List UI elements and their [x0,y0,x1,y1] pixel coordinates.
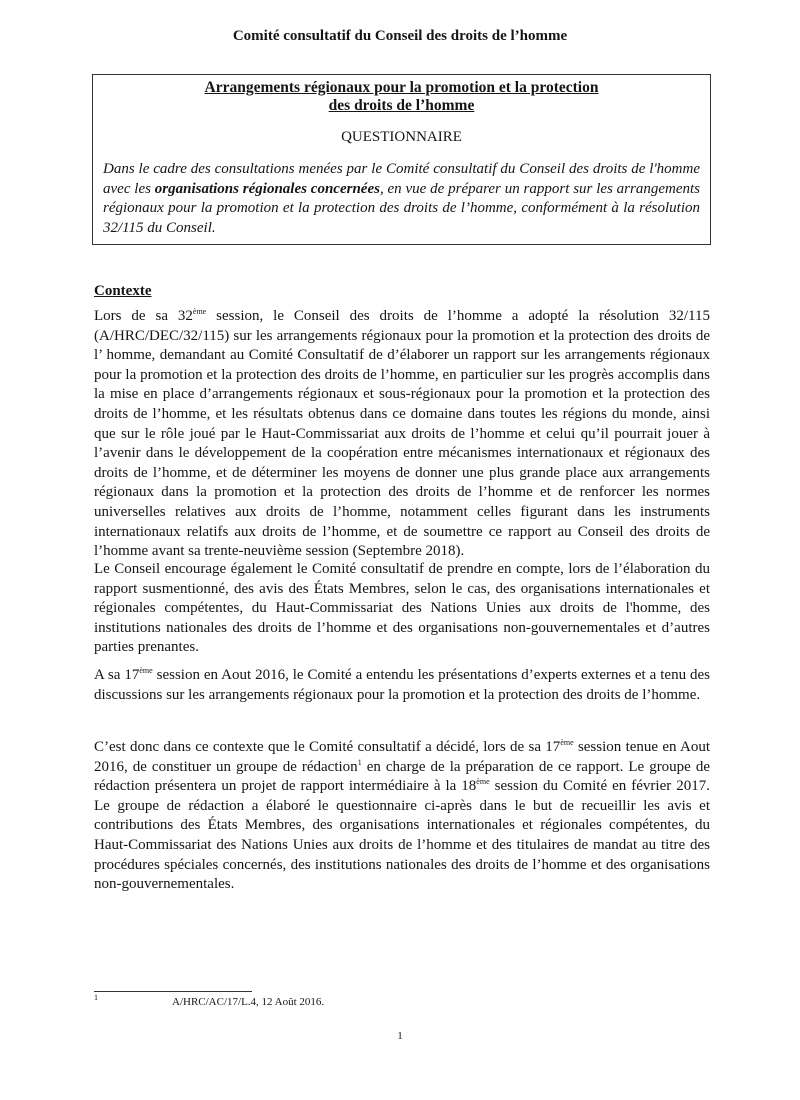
page-header: Comité consultatif du Conseil des droits de l’homme [232,28,568,44]
p3-text-b: session en Aout 2016, le Comité a entendu les présentations d’experts externes et a tenu des discussions sur les arrangements régionaux pour la promotion et la protection des droits de l’homme. [94,667,710,703]
p4-superscript-1: ème [560,738,574,747]
intro-text-1: Dans le cadre des consultations menées par le Comité consultatif du Conseil des droits de l'homme avec les [103,161,700,197]
section-title-contexte: Contexte [94,283,152,299]
p4-text-b: session tenue en Aout 2016, de constituer un groupe de rédaction [94,739,710,775]
page-number: 1 [397,1030,403,1042]
title-line-1: Arrangements régionaux pour la promotion et la protection [204,79,599,96]
p3-superscript: ème [139,666,153,675]
intro-paragraph [103,160,700,238]
questionnaire-box [92,74,711,245]
p2-text: Le Conseil encourage également le Comité consultatif de prendre en compte, lors de l’élaboration du rapport susmentionné, des avis des États Membres, selon le cas, des organisations internationales et régionales compétentes, du Haut-Commissariat des Nations Unies aux droits de l'homme, des institutions nationales des droits de l’homme et des organisations non-gouvernementales et d’autres parties prenantes. [94,561,710,656]
p1-text-b: session, le Conseil des droits de l’homme a adopté la résolution 32/115 (A/HRC/DEC/32/115) sur les arrangements régionaux pour la promotion et la protection des droits de l’ homme, demandant au Comité Consultatif de d’élaborer un rapport sur les arrangements régionaux pour la promotion et la protection des droits de l’homme, en particulier sur les progrès accomplis dans la mise en place d’arrangements régionaux et sous-régionaux pour la promotion et la protection des droits de l’homme, et les résultats obtenus dans ce domaine dans toutes les régions du monde, ainsi que sur le rôle joué par le Haut-Commissariat aux droits de l’homme et celui qu’il pourrait jouer à l’avenir dans le développement de la coopération entre mécanismes internationaux et régionaux des droits de l’homme, et de déterminer les moyens de donner une plus grande place aux arrangements régionaux dans la promotion et la protection des droits de l’homme et de renforcer les normes universelles relatives aux droits de l’homme, notamment celles figurant dans les instruments internationaux relatifs aux droits de l’homme, et de soumettre ce rapport au Conseil des droits de l’homme avant sa trente-neuvième session (Septembre 2018). [94,308,711,560]
p1-superscript: ème [192,307,207,316]
paragraph-4 [94,738,710,895]
paragraph-2 [94,560,710,658]
p4-text-d: session du Comité en février 2017. Le groupe de rédaction a élaboré le questionnaire ci-après dans le but de recueillir les avis et contributions des États Membres, des organisations internationales et régionales compétentes, du Haut-Commissariat des Nations Unies aux droits de l’homme et des titulaires de mandat au titre des procédures spéciales concernés, des institutions nationales des droits de l’homme et des organisations non-gouvernementales. [94,778,710,893]
p4-text-c: en charge de la préparation de ce rapport. Le groupe de rédaction présentera un projet de rapport intermédiaire à la 18 [94,758,711,795]
intro-text-2: , en vue de préparer un rapport sur les arrangements régionaux pour la promotion et la protection des droits de l’homme, conformément à la résolution 32/115 du Conseil. [103,180,701,236]
p3-text-a: A sa 17 [94,667,140,683]
questionnaire-heading: QUESTIONNAIRE [341,129,462,145]
p1-text-a: Lors de sa 32 [94,308,193,324]
footnote-reference[interactable]: 1 [357,757,362,767]
footnote-mark: 1 [94,993,98,1002]
paragraph-3 [94,666,710,705]
footnote-text: A/HRC/AC/17/L.4, 12 Août 2016. [172,996,325,1008]
intro-emphasis: organisations régionales concernées [154,180,380,197]
title-line-2: des droits de l’homme [328,97,475,114]
footnote-separator [94,991,252,992]
p4-superscript-2: ème [476,777,490,787]
document-title [103,79,700,115]
paragraph-1 [94,307,710,562]
p4-text-a: C’est donc dans ce contexte que le Comité consultatif a décidé, lors de sa 17 [94,739,561,755]
